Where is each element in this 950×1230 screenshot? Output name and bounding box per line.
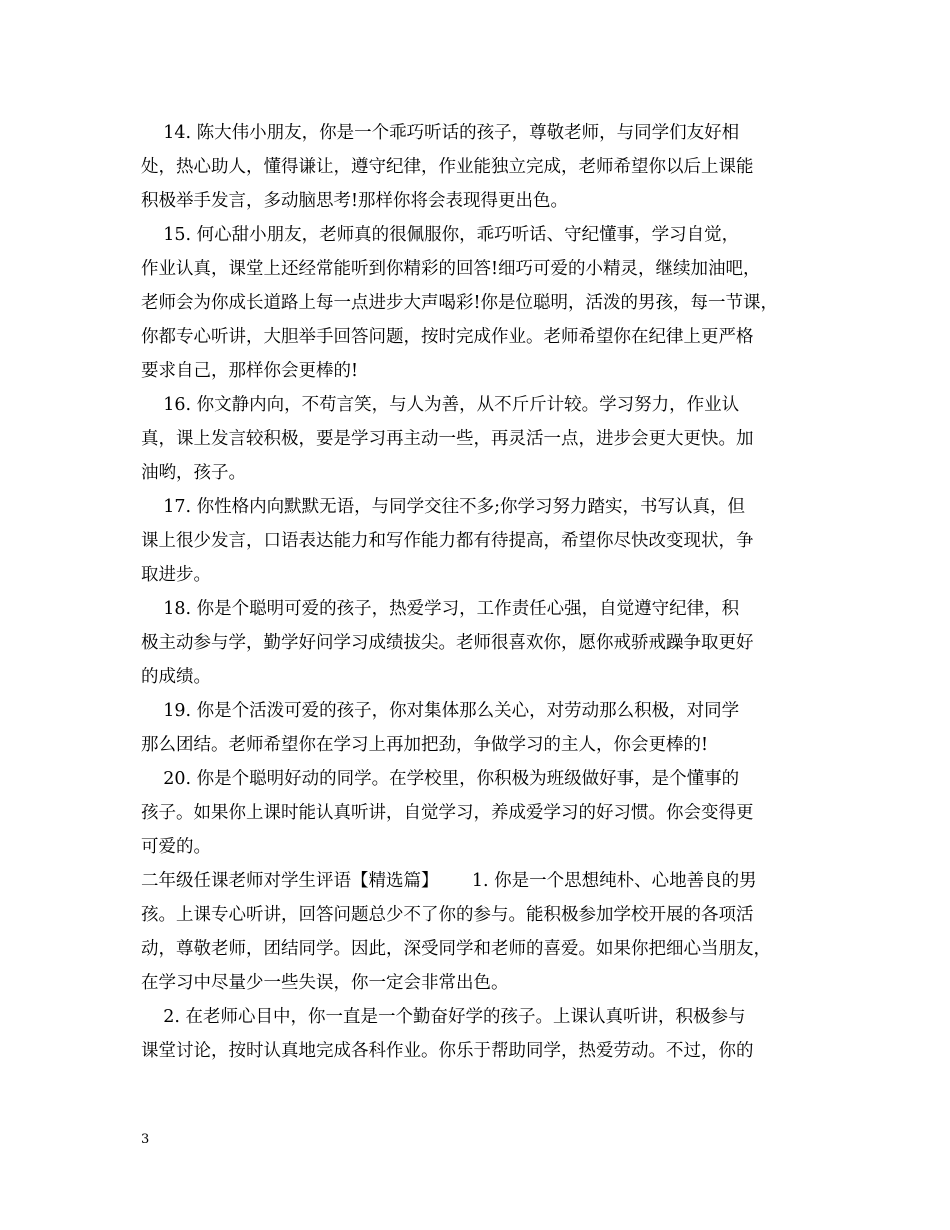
text-line: 的成绩。 xyxy=(141,667,211,687)
text-line: 要求自己，那样你会更棒的! xyxy=(141,361,359,381)
section-heading-line: 二年级任课老师对学生评语【精选篇】 1. 你是一个思想纯朴、心地善良的男 xyxy=(141,871,757,891)
text-line: 14. 陈大伟小朋友，你是一个乖巧听话的孩子，尊敬老师，与同学们友好相 xyxy=(141,123,740,143)
text-line: 油哟，孩子。 xyxy=(141,463,246,483)
text-line: 孩。上课专心听讲，回答问题总少不了你的参与。能积极参加学校开展的各项活 xyxy=(141,905,754,925)
text-line: 16. 你文静内向，不苟言笑，与人为善，从不斤斤计较。学习努力，作业认 xyxy=(141,395,740,415)
text-line: 那么团结。老师希望你在学习上再加把劲，争做学习的主人，你会更棒的! xyxy=(141,735,709,755)
text-line: 17. 你性格内向默默无语，与同学交往不多;你学习努力踏实，书写认真，但 xyxy=(141,497,746,517)
text-line: 积极举手发言，多动脑思考!那样你将会表现得更出色。 xyxy=(141,191,569,211)
text-line: 孩子。如果你上课时能认真听讲，自觉学习，养成爱学习的好习惯。你会变得更 xyxy=(141,803,754,823)
text-line: 15. 何心甜小朋友，老师真的很佩服你，乖巧听话、守纪懂事，学习自觉， xyxy=(141,225,740,245)
text-line: 2. 在老师心目中，你一直是一个勤奋好学的孩子。上课认真听讲，积极参与 xyxy=(141,1007,746,1027)
text-line: 作业认真，课堂上还经常能听到你精彩的回答!细巧可爱的小精灵，继续加油吧， xyxy=(141,259,761,279)
text-line: 课上很少发言，口语表达能力和写作能力都有待提高，希望你尽快改变现状，争 xyxy=(141,531,754,551)
text-line: 20. 你是个聪明好动的同学。在学校里，你积极为班级做好事，是个懂事的 xyxy=(141,769,740,789)
text-line: 18. 你是个聪明可爱的孩子，热爱学习，工作责任心强，自觉遵守纪律，积 xyxy=(141,599,740,619)
text-line: 课堂讨论，按时认真地完成各科作业。你乐于帮助同学，热爱劳动。不过，你的 xyxy=(141,1041,754,1061)
text-line: 真，课上发言较积极，要是学习再主动一些，再灵活一点，进步会更大更快。加 xyxy=(141,429,754,449)
document-body xyxy=(141,116,821,1068)
text-line: 老师会为你成长道路上每一点进步大声喝彩!你是位聪明，活泼的男孩，每一节课， xyxy=(141,293,779,313)
text-line: 19. 你是个活泼可爱的孩子，你对集体那么关心，对劳动那么积极，对同学 xyxy=(141,701,740,721)
text-line: 动，尊敬老师，团结同学。因此，深受同学和老师的喜爱。如果你把细心当朋友， xyxy=(141,939,771,959)
text-line: 可爱的。 xyxy=(141,837,211,857)
text-line: 你都专心听讲，大胆举手回答问题，按时完成作业。老师希望你在纪律上更严格 xyxy=(141,327,754,347)
text-line: 处，热心助人，懂得谦让，遵守纪律，作业能独立完成，老师希望你以后上课能 xyxy=(141,157,754,177)
text-line: 极主动参与学，勤学好问学习成绩拔尖。老师很喜欢你，愿你戒骄戒躁争取更好 xyxy=(141,633,754,653)
page-number: 3 xyxy=(141,1132,150,1147)
text-line: 取进步。 xyxy=(141,565,211,585)
text-line: 在学习中尽量少一些失误，你一定会非常出色。 xyxy=(141,973,509,993)
